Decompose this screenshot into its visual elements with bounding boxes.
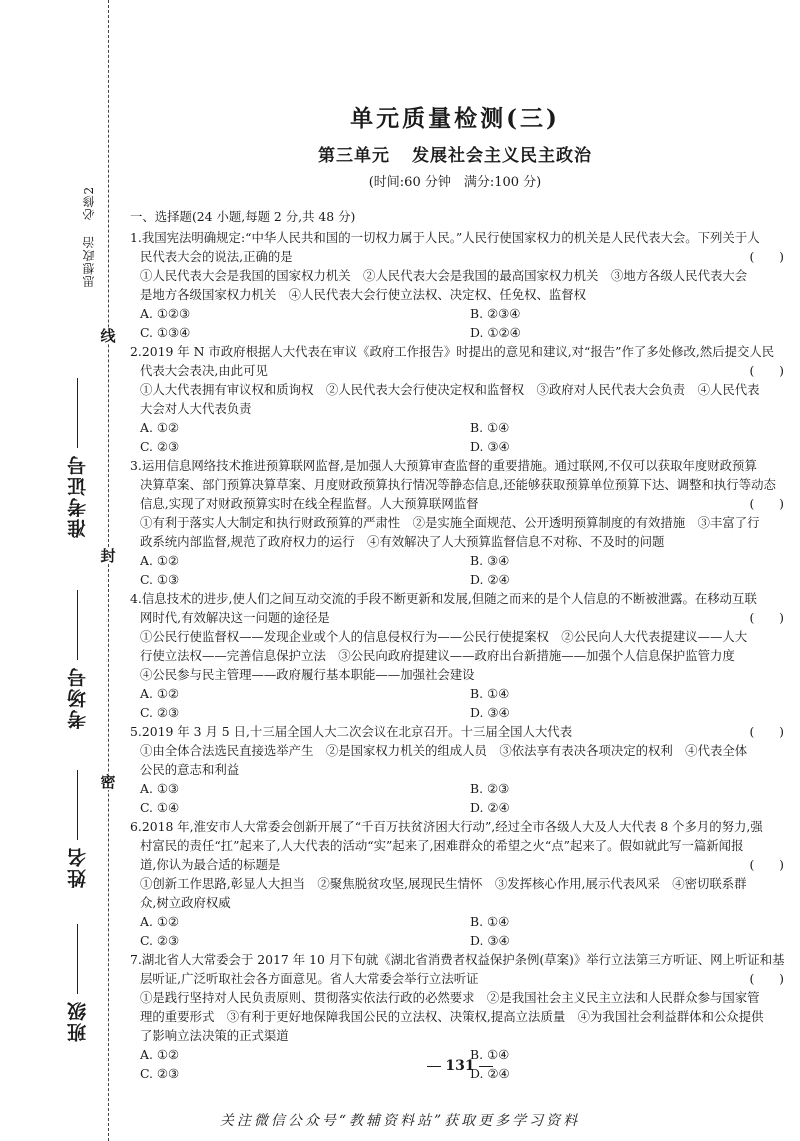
option-c: C. ②③ xyxy=(140,1066,180,1081)
statement-line: 公民的意志和利益 xyxy=(140,762,240,777)
field-label: 姓名 xyxy=(67,846,89,888)
answer-paren: ( ) xyxy=(749,610,784,625)
option-b: B. ①④ xyxy=(470,914,510,929)
answer-paren: ( ) xyxy=(749,363,784,378)
options-row xyxy=(130,570,790,589)
option-a: A. ①② xyxy=(140,686,180,701)
statement-line: ④公民参与民主管理——政府履行基本职能——加强社会建设 xyxy=(140,667,475,682)
option-d: D. ③④ xyxy=(470,705,510,720)
field-label: 考场号 xyxy=(67,666,89,729)
question-6 xyxy=(130,817,790,950)
question-stem-line: 7.湖北省人大常委会于 2017 年 10 月下旬就《湖北省消费者权益保护条例(草案)》举行立法第三方听证、网上听证和基 xyxy=(130,952,785,967)
options-row xyxy=(130,551,790,570)
question-stem-line: 5.2019 年 3 月 5 日,十三届全国人大二次会议在北京召开。十三届全国人大代表 ( ) xyxy=(130,724,784,739)
option-b: B. ①④ xyxy=(470,1047,510,1062)
statement-line: ①有利于落实人大制定和执行财政预算的严肃性 ②是实施全面规范、公开透明预算制度的有效措施 ③丰富了行 xyxy=(140,515,760,530)
options-row xyxy=(130,779,790,798)
answer-paren: ( ) xyxy=(749,857,784,872)
statement-line: 是地方各级国家权力机关 ④人民代表大会行使立法权、决定权、任免权、监督权 xyxy=(140,287,587,302)
options-row xyxy=(130,798,790,817)
question-stem-line: 民代表大会的说法,正确的是 ( ) xyxy=(140,249,784,264)
question-stem-line: 网时代,有效解决这一问题的途径是 ( ) xyxy=(140,610,784,625)
options-row xyxy=(130,418,790,437)
option-a: A. ①② xyxy=(140,420,180,435)
field-label: 班级 xyxy=(67,1000,89,1042)
option-d: D. ②④ xyxy=(470,572,510,587)
question-stem-line: 村富民的责任“扛”起来了,人大代表的活动“实”起来了,困难群众的希望之火“点”起来了。假如就此写一篇新闻报 xyxy=(140,838,744,853)
options-row xyxy=(130,304,790,323)
answer-paren: ( ) xyxy=(749,724,784,739)
question-5 xyxy=(130,722,790,817)
question-2 xyxy=(130,342,790,456)
option-a: A. ①③ xyxy=(140,781,180,796)
cut-mark-seal: 封 xyxy=(100,547,116,565)
book-subject: 思想政治 xyxy=(82,235,96,288)
question-stem-line: 4.信息技术的进步,使人们之间互动交流的手段不断更新和发展,但随之而来的是个人信息的不断被泄露。在移动互联 xyxy=(130,591,757,606)
binding-dashed-line xyxy=(108,0,109,1141)
cut-mark-secret: 密 xyxy=(100,773,116,791)
question-stem-line: 2.2019 年 N 市政府根据人大代表在审议《政府工作报告》时提出的意见和建议,对“报告”作了多处修改,然后提交人民 xyxy=(130,344,775,359)
book-volume: 必修2 xyxy=(82,186,96,221)
question-stem-line: 决算草案、部门预算决算草案、月度财政预算执行情况等静态信息,还能够获取预算单位预算下达、调整和执行等动态 xyxy=(140,477,776,492)
option-c: C. ②③ xyxy=(140,439,180,454)
options-row xyxy=(130,437,790,456)
question-stem-line: 代表大会表决,由此可见 ( ) xyxy=(140,363,784,378)
field-exam-room xyxy=(64,590,91,729)
option-d: D. ①②④ xyxy=(470,325,521,340)
question-3 xyxy=(130,456,790,589)
option-d: D. ③④ xyxy=(470,933,510,948)
statement-line: ①人大代表拥有审议权和质询权 ②人民代表大会行使决定权和监督权 ③政府对人民代表大会负责 ④人民代表 xyxy=(140,382,760,397)
question-1 xyxy=(130,228,790,342)
option-d: D. ③④ xyxy=(470,439,510,454)
statement-line: ①人民代表大会是我国的国家权力机关 ②人民代表大会是我国的最高国家权力机关 ③地方各级人民代表大会 xyxy=(140,268,748,283)
field-exam-number xyxy=(64,378,91,538)
page-header xyxy=(130,100,780,190)
option-a: A. ①② xyxy=(140,553,180,568)
question-list xyxy=(130,207,790,1083)
statement-line: ①创新工作思路,彰显人大担当 ②聚焦脱贫攻坚,展现民生情怀 ③发挥核心作用,展示代表风采 ④密切联系群 xyxy=(140,876,747,891)
field-class xyxy=(64,924,91,1042)
page-title: 单元质量检测(三) xyxy=(350,105,560,132)
option-b: B. ①④ xyxy=(470,420,510,435)
statement-line: ①是践行坚持对人民负责原则、贯彻落实依法行政的必然要求 ②是我国社会主义民主立法和人民群众参与国家管 xyxy=(140,990,760,1005)
options-row xyxy=(130,684,790,703)
answer-paren: ( ) xyxy=(749,971,784,986)
option-c: C. ②③ xyxy=(140,933,180,948)
statement-line: 行使立法权——完善信息保护立法 ③公民向政府提建议——政府出台新措施——加强个人信息保护监管力度 xyxy=(140,648,735,663)
option-b: B. ②③④ xyxy=(470,306,521,321)
answer-paren: ( ) xyxy=(749,249,784,264)
option-d: D. ②④ xyxy=(470,800,510,815)
question-stem-line: 1.我国宪法明确规定:“中华人民共和国的一切权力属于人民。”人民行使国家权力的机关是人民代表大会。下列关于人 xyxy=(130,230,760,245)
field-name xyxy=(64,770,91,888)
option-c: C. ②③ xyxy=(140,705,180,720)
option-c: C. ①③④ xyxy=(140,325,191,340)
unit-subtitle xyxy=(130,141,780,166)
option-b: B. ①④ xyxy=(470,686,510,701)
options-row xyxy=(130,912,790,931)
option-a: A. ①② xyxy=(140,914,180,929)
cut-mark-line: 线 xyxy=(100,327,116,345)
statement-line: ①公民行使监督权——发现企业或个人的信息侵权行为——公民行使提案权 ②公民向人大代表提建议——人大 xyxy=(140,629,748,644)
options-row xyxy=(130,931,790,950)
options-row xyxy=(130,323,790,342)
time-info: (时间:60 分钟 满分:100 分) xyxy=(368,175,542,190)
option-d: D. ②④ xyxy=(470,1066,510,1081)
statement-line: 大会对人大代表负责 xyxy=(140,401,252,416)
statement-line: 理的重要形式 ③有利于更好地保障我国公民的立法权、决策权,提高立法质量 ④为我国社会利益群体和公众提供 xyxy=(140,1009,764,1024)
question-stem-line: 6.2018 年,淮安市人大常委会创新开展了“千百万扶贫济困大行动”,经过全市各级人大及人大代表 8 个多月的努力,强 xyxy=(130,819,763,834)
unit-label: 第三单元 xyxy=(318,146,390,166)
option-a: A. ①② xyxy=(140,1047,180,1062)
book-label xyxy=(80,176,97,287)
option-b: B. ②③ xyxy=(470,781,510,796)
question-stem-line: 道,你认为最合适的标题是 ( ) xyxy=(140,857,784,872)
statement-line: 了影响立法决策的正式渠道 xyxy=(140,1028,289,1043)
page-number: 131 xyxy=(130,1058,790,1074)
question-stem-line: 信息,实现了对财政预算实时在线全程监督。人大预算联网监督 ( ) xyxy=(140,496,784,511)
statement-line: ①由全体合法选民直接选举产生 ②是国家权力机关的组成人员 ③依法享有表决各项决定的权利 ④代表全体 xyxy=(140,743,748,758)
binding-margin xyxy=(0,0,116,1141)
statement-line: 政系统内部监督,规范了政府权力的运行 ④有效解决了人大预算监督信息不对称、不及时的问题 xyxy=(140,534,665,549)
option-a: A. ①②③ xyxy=(140,306,191,321)
section-heading: 一、选择题(24 小题,每题 2 分,共 48 分) xyxy=(130,209,356,224)
footer-note: 关注微信公众号“教辅资料站”获取更多学习资料 xyxy=(219,1113,581,1129)
question-4 xyxy=(130,589,790,722)
unit-topic: 发展社会主义民主政治 xyxy=(412,146,592,166)
question-stem-line: 层听证,广泛听取社会各方面意见。省人大常委会举行立法听证 ( ) xyxy=(140,971,784,986)
option-c: C. ①③ xyxy=(140,572,180,587)
answer-paren: ( ) xyxy=(749,496,784,511)
question-stem-line: 3.运用信息网络技术推进预算联网监督,是加强人大预算审查监督的重要措施。通过联网,不仅可以获取年度财政预算 xyxy=(130,458,757,473)
option-c: C. ①④ xyxy=(140,800,180,815)
options-row xyxy=(130,703,790,722)
statement-line: 众,树立政府权威 xyxy=(140,895,231,910)
field-label: 准考证号 xyxy=(67,454,89,538)
option-b: B. ③④ xyxy=(470,553,510,568)
